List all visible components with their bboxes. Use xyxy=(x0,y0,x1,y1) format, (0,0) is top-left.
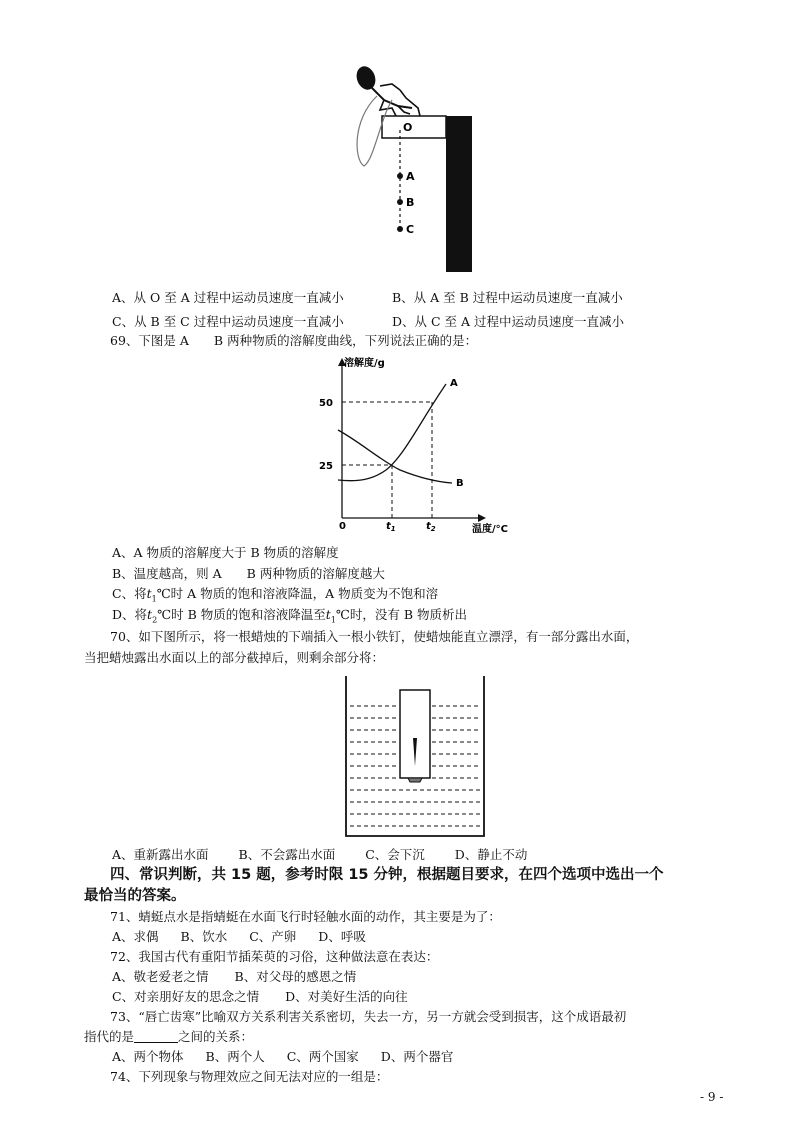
q69-option-c: C、将$t_1℃$时 A 物质的饱和溶液降温，A 物质变为不饱和溶 xyxy=(112,586,439,604)
point-b-label: B xyxy=(406,196,415,209)
q71-option-c: C、产卵 xyxy=(249,929,297,944)
point-c-dot xyxy=(397,226,403,232)
q71-option-a: A、求偶 xyxy=(112,929,159,944)
q69-option-b: B、温度越高，则 A B 两种物质的溶解度越大 xyxy=(112,566,385,581)
q72-option-b: B、对父母的感恩之情 xyxy=(234,969,357,984)
solubility-chart xyxy=(0,352,800,552)
section-heading-line2: 最恰当的答案。 xyxy=(84,888,186,904)
section-heading xyxy=(84,865,724,907)
q69-option-d: D、将$t_2℃$时 B 物质的饱和溶液降温至$t_1℃$时，没有 B 物质析出 xyxy=(112,607,468,625)
q72-option-c: C、对亲朋好友的思念之情 xyxy=(112,989,260,1004)
q68-option-a: A、从 O 至 A 过程中运动员速度一直减小 xyxy=(112,290,344,305)
curve-a-label: A xyxy=(450,378,458,389)
q69-option-a: A、A 物质的溶解度大于 B 物质的溶解度 xyxy=(112,545,339,560)
x-tick-t1: $t_1$ xyxy=(386,521,396,533)
answer-blank[interactable] xyxy=(134,1030,178,1043)
q73-option-a: A、两个物体 xyxy=(112,1049,184,1064)
x-tick-0: 0 xyxy=(339,521,346,532)
q70-option-b: B、不会露出水面 xyxy=(238,847,336,862)
q73-option-d: D、两个器官 xyxy=(380,1049,454,1064)
x-tick-t2: $t_2$ xyxy=(426,521,436,533)
q70-option-d: D、静止不动 xyxy=(454,847,528,862)
q70-stem-line1: 70、如下图所示，将一根蜡烛的下端插入一根小铁钉，使蜡烛能直立漂浮，有一部分露出水面， xyxy=(110,629,639,644)
q73-option-b: B、两个人 xyxy=(205,1049,265,1064)
q70-option-c: C、会下沉 xyxy=(365,847,425,862)
curve-b xyxy=(338,430,452,483)
q72-option-a: A、敬老爱老之情 xyxy=(112,969,209,984)
q70-option-a: A、重新露出水面 xyxy=(112,847,209,862)
q70-stem-line2: 当把蜡烛露出水面以上的部分截掉后，则剩余部分将： xyxy=(84,650,385,665)
point-a-label: A xyxy=(406,170,415,183)
point-o-label: O xyxy=(403,121,413,134)
x-axis-label: 温度/°C xyxy=(472,524,508,535)
q71-option-d: D、呼吸 xyxy=(318,929,366,944)
q71-options xyxy=(112,929,366,945)
q71-stem: 71、蜻蜓点水是指蜻蜓在水面飞行时轻触水面的动作，其主要是为了： xyxy=(110,909,501,924)
curve-b-label: B xyxy=(456,478,464,489)
q72-options-row1 xyxy=(112,969,356,985)
q68-option-c: C、从 B 至 C 过程中运动员速度一直减小 xyxy=(112,314,344,329)
q73-stem-line2: 指代的是 之间的关系： xyxy=(84,1029,254,1044)
q68-option-d: D、从 C 至 A 过程中运动员速度一直减小 xyxy=(392,314,625,329)
point-b-dot xyxy=(397,199,403,205)
page-number: - 9 - xyxy=(700,1090,724,1104)
q72-stem: 72、我国古代有重阳节插茱萸的习俗，这种做法意在表达： xyxy=(110,949,439,964)
q73-options xyxy=(112,1049,453,1065)
q72-option-d: D、对美好生活的向往 xyxy=(285,989,408,1004)
section-heading-line1: 四、常识判断，共 15 题，参考时限 15 分钟，根据题目要求，在四个选项中选出一个 xyxy=(110,867,664,883)
y-tick-25: 25 xyxy=(319,461,333,472)
q73-stem-line1: 73、“唇亡齿寒”比喻双方关系利害关系密切，失去一方，另一方就会受到损害，这个成语最初 xyxy=(110,1009,627,1024)
q74-stem: 74、下列现象与物理效应之间无法对应的一组是： xyxy=(110,1069,389,1084)
point-c-label: C xyxy=(406,223,415,236)
y-axis-label: 溶解度/g xyxy=(344,358,385,369)
q69-stem: 69、下图是 A B 两种物质的溶解度曲线，下列说法正确的是： xyxy=(110,333,478,348)
y-tick-50: 50 xyxy=(319,398,333,409)
point-a-dot xyxy=(397,173,403,179)
diving-figure xyxy=(0,0,800,280)
q73-option-c: C、两个国家 xyxy=(286,1049,359,1064)
candle-figure xyxy=(0,670,800,850)
q68-option-b: B、从 A 至 B 过程中运动员速度一直减小 xyxy=(392,290,623,305)
q72-options-row2 xyxy=(112,989,408,1005)
q70-options xyxy=(112,847,527,863)
q71-option-b: B、饮水 xyxy=(180,929,228,944)
